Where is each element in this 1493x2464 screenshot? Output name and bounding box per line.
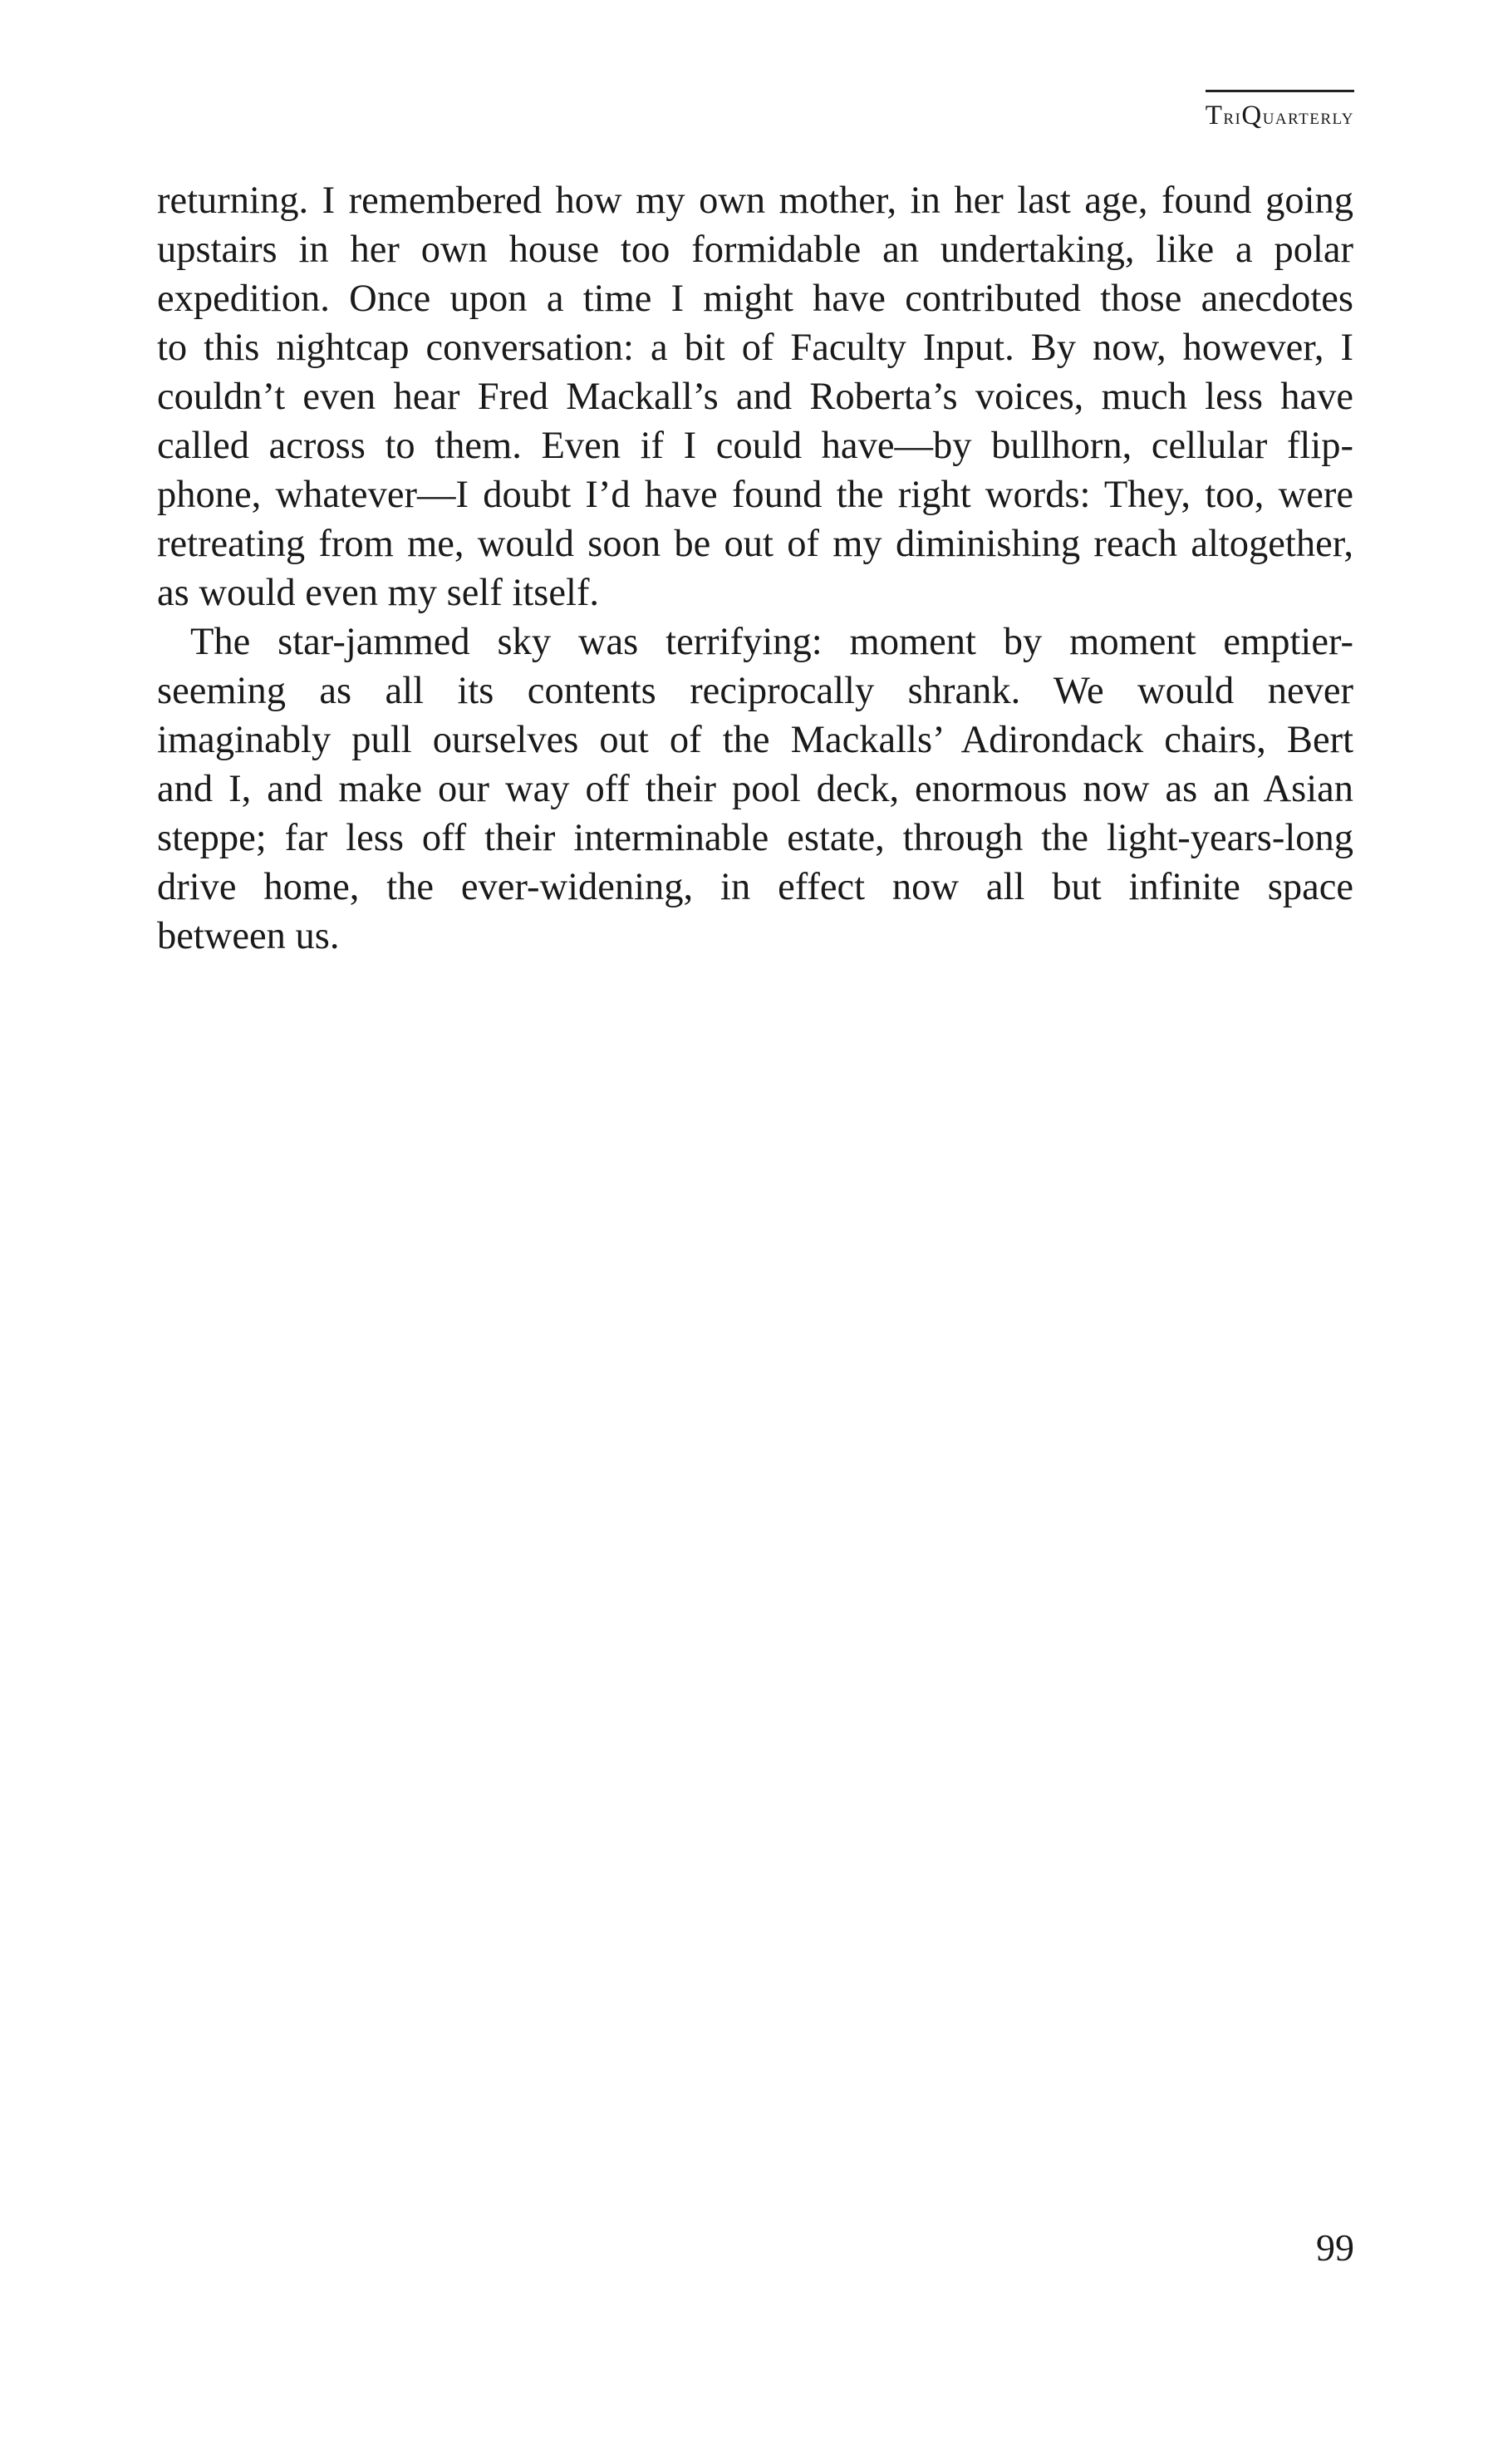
text-line: between us. <box>157 915 340 957</box>
text-line: imaginably pull ourselves out of the Mackalls’ Adirondack chairs, Bert <box>157 719 1353 761</box>
running-head-initial-t: T <box>1205 101 1224 130</box>
running-head-initial-q: Q <box>1241 101 1263 130</box>
page-number: 99 <box>1316 2226 1354 2269</box>
text-line: couldn’t even hear Fred Mackall’s and Roberta’s voices, much less have <box>157 376 1353 418</box>
running-head <box>1206 90 1354 131</box>
text-line: drive home, the ever-widening, in effect now all but infinite space <box>157 866 1353 908</box>
text-line: steppe; far less off their interminable estate, through the light-years-long <box>157 817 1353 859</box>
paragraph-2 <box>157 617 1353 961</box>
text-line: retreating from me, would soon be out of my diminishing reach altogether, <box>157 523 1353 565</box>
running-head-text: TriQuarterly <box>1205 101 1354 130</box>
text-line: to this nightcap conversation: a bit of Faculty Input. By now, however, I <box>157 327 1353 369</box>
text-line: returning. I remembered how my own mother, in her last age, found going <box>157 180 1353 222</box>
text-line: called across to them. Even if I could have—by bullhorn, cellular flip- <box>157 425 1353 467</box>
text-line: The star-jammed sky was terrifying: moment by moment emptier- <box>190 621 1353 663</box>
body-text <box>157 176 1353 961</box>
paragraph-1 <box>157 176 1353 617</box>
text-line: and I, and make our way off their pool deck, enormous now as an Asian <box>157 768 1353 810</box>
text-line: seeming as all its contents reciprocally shrank. We would never <box>157 670 1353 712</box>
text-line: as would even my self itself. <box>157 572 600 614</box>
text-line: upstairs in her own house too formidable an undertaking, like a polar <box>157 229 1353 271</box>
text-line: phone, whatever—I doubt I’d have found the right words: They, too, were <box>157 474 1353 516</box>
text-line: expedition. Once upon a time I might have contributed those anecdotes <box>157 278 1353 320</box>
